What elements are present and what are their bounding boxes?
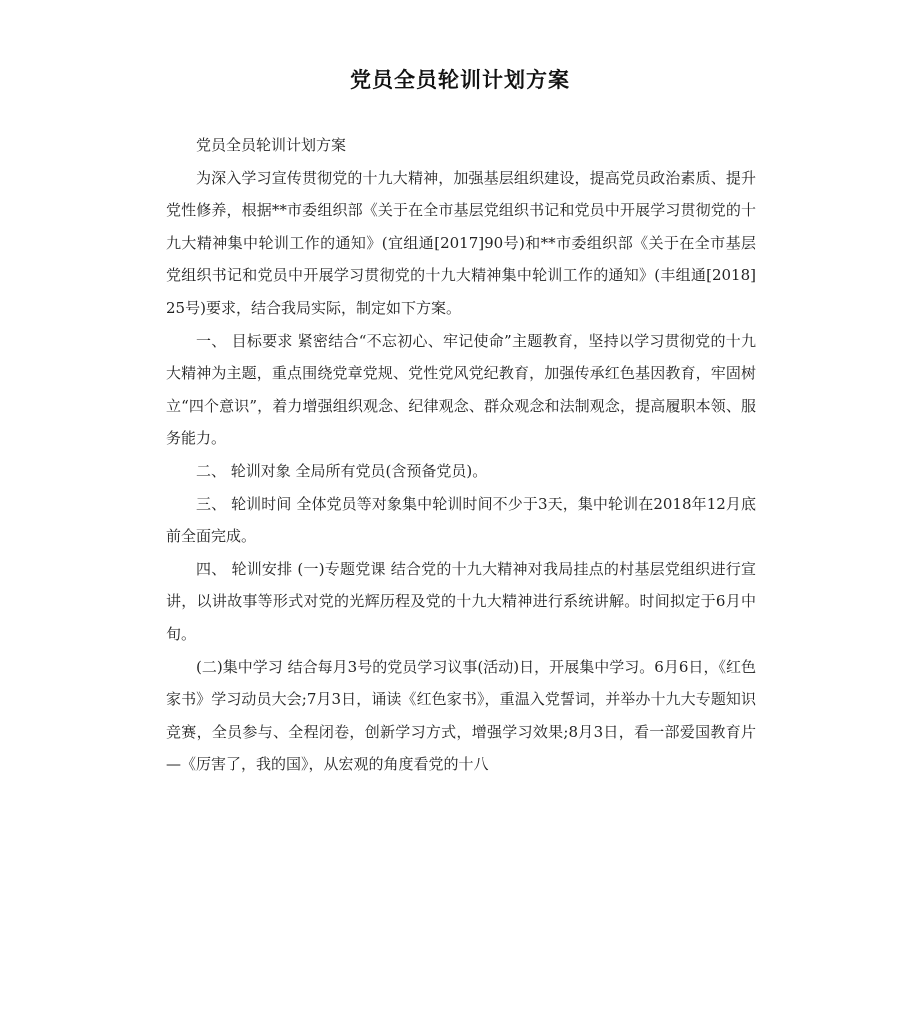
paragraph-section-4-arrangement: 四、 轮训安排 (一)专题党课 结合党的十九大精神对我局挂点的村基层党组织进行宣讲，以讲故事等形式对党的光辉历程及党的十九大精神进行系统讲解。时间拟定于6月中旬。 xyxy=(166,559,756,643)
document-body xyxy=(166,129,756,781)
paragraph-intro: 为深入学习宣传贯彻党的十九大精神，加强基层组织建设，提高党员政治素质、提升党性修养，根据**市委组织部《关于在全市基层党组织书记和党员中开展学习贯彻党的十九大精神集中轮训工作的通知》(宜组通[2017]90号)和**市委组织部《关于在全市基层党组织书记和党员中开展学习贯彻党的十九大精神集中轮训工作的通知》(丰组通[2018]25号)要求，结合我局实际，制定如下方案。 xyxy=(166,168,756,317)
paragraph-section-4-2-study: (二)集中学习 结合每月3号的党员学习议事(活动)日，开展集中学习。6月6日，《红色家书》学习动员大会;7月3日，诵读《红色家书》，重温入党誓词，并举办十九大专题知识竞赛，全员参与、全程闭卷，创新学习方式，增强学习效果;8月3日，看一部爱国教育片—《厉害了，我的国》，从宏观的角度看党的十八 xyxy=(166,657,756,774)
paragraph-section-2-targets: 二、 轮训对象 全局所有党员(含预备党员)。 xyxy=(196,461,488,480)
paragraph-section-3-time: 三、 轮训时间 全体党员等对象集中轮训时间不少于3天，集中轮训在2018年12月底前全面完成。 xyxy=(166,494,756,546)
paragraph-section-1-goals: 一、 目标要求 紧密结合“不忘初心、牢记使命”主题教育，坚持以学习贯彻党的十九大精神为主题，重点围绕党章党规、党性党风党纪教育，加强传承红色基因教育，牢固树立“四个意识”，着力增强组织观念、纪律观念、群众观念和法制观念，提高履职本领、服务能力。 xyxy=(166,331,756,448)
document-title: 党员全员轮训计划方案 xyxy=(350,68,570,92)
paragraph-subtitle: 党员全员轮训计划方案 xyxy=(196,136,347,154)
